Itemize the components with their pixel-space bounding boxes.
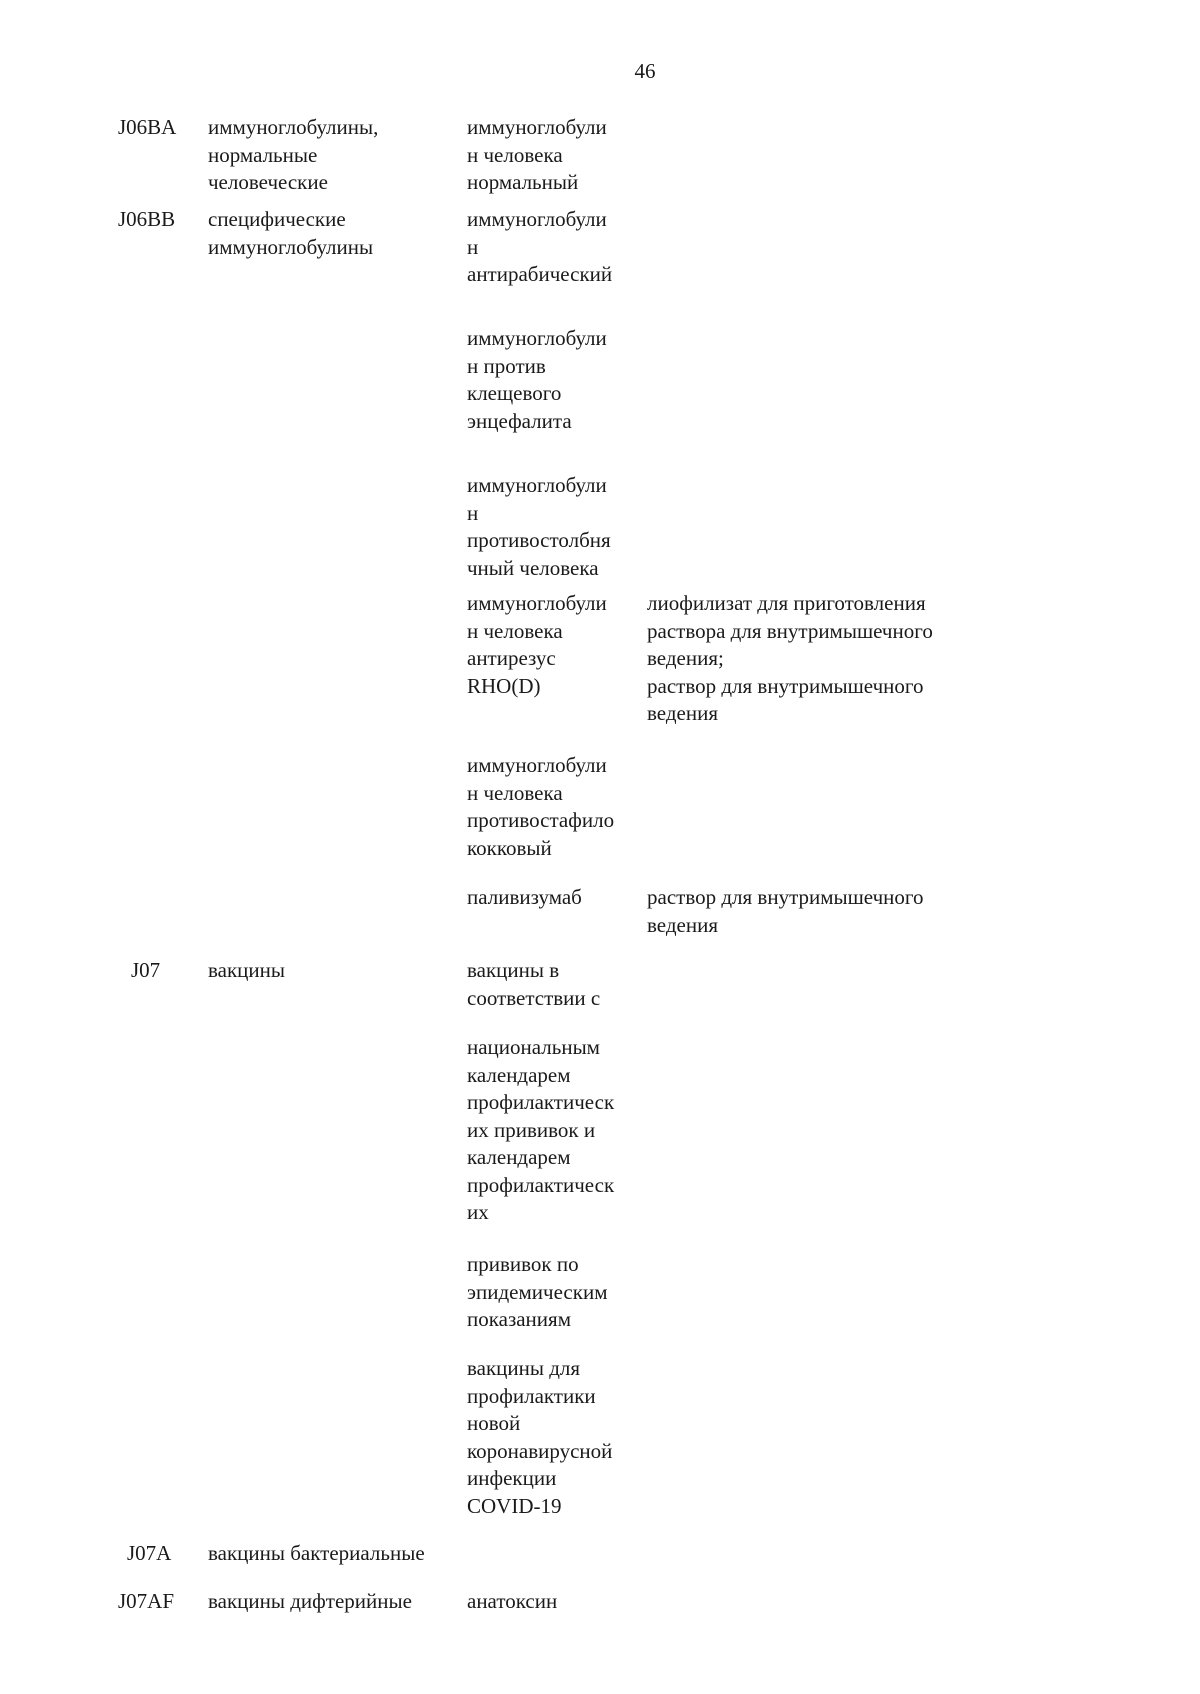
drug-name: иммуноглобули н человека антирезус RHO(D) xyxy=(467,591,607,698)
atc-group-name: иммуноглобулины, нормальные человеческие xyxy=(208,115,379,194)
drug-name: иммуноглобули н против клещевого энцефалита xyxy=(467,326,607,433)
drug-name: иммуноглобули н человека противостафило кокковый xyxy=(467,753,615,860)
atc-code: J07A xyxy=(127,1541,172,1565)
atc-code: J06BA xyxy=(118,115,177,139)
atc-code: J07 xyxy=(131,958,161,982)
drug-name: национальным календарем профилактическ их прививок и календарем профилактическ их xyxy=(467,1035,615,1224)
drug-name: анатоксин xyxy=(467,1589,558,1613)
page-number: 46 xyxy=(634,59,656,83)
atc-group-name: специфические иммуноглобулины xyxy=(208,207,374,259)
drug-name: вакцины для профилактики новой коронавирусной инфекции COVID-19 xyxy=(467,1356,613,1518)
drug-name: иммуноглобули н антирабический xyxy=(467,207,613,286)
atc-group-name: вакцины xyxy=(208,958,285,982)
atc-group-name: вакцины дифтерийные xyxy=(208,1589,412,1613)
atc-code: J06BB xyxy=(118,207,176,231)
drug-name: прививок по эпидемическим показаниям xyxy=(467,1252,608,1331)
atc-group-name: вакцины бактериальные xyxy=(208,1541,425,1565)
dosage-form: раствор для внутримышечного ведения xyxy=(647,885,924,937)
dosage-form: лиофилизат для приготовления раствора для внутримышечного ведения; раствор для внутримышечного ведения xyxy=(647,591,933,725)
drug-name: иммуноглобули н противостолбня чный человека xyxy=(467,473,611,580)
drug-name: вакцины в соответствии с xyxy=(467,958,601,1010)
drug-name: иммуноглобули н человека нормальный xyxy=(467,115,607,194)
drug-name: паливизумаб xyxy=(467,885,582,909)
atc-code: J07AF xyxy=(118,1589,175,1613)
